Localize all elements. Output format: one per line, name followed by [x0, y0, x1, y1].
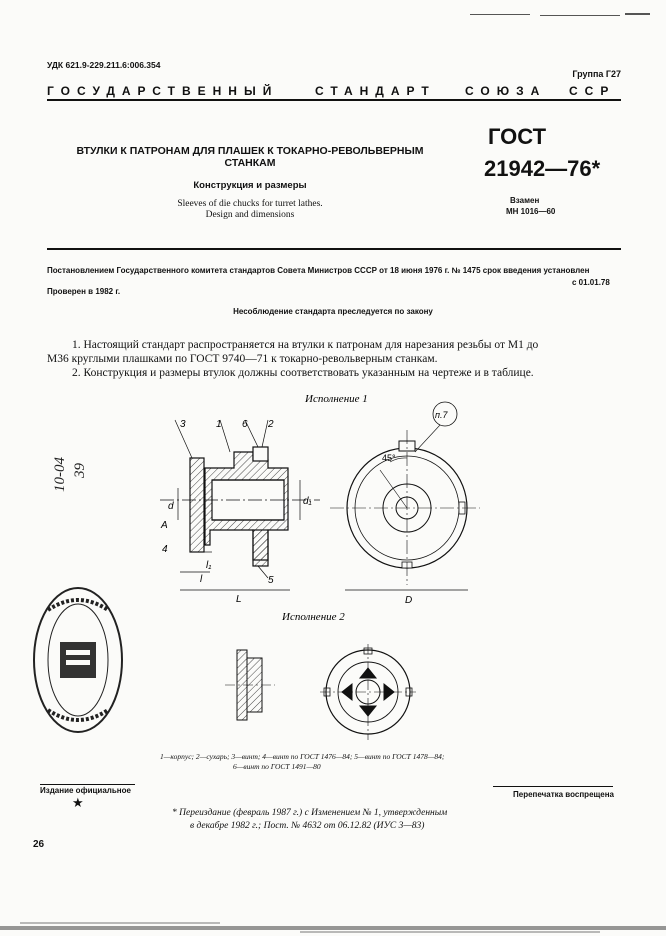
label-4: 4 [162, 544, 168, 555]
library-stamp [28, 580, 128, 740]
reissue-note-1: * Переиздание (февраль 1987 г.) с Изменением № 1, утвержденным [172, 808, 448, 818]
document-title [40, 145, 460, 169]
group-code: Группа Г27 [572, 69, 621, 79]
label-l1: l₁ [206, 560, 212, 571]
document-subtitle: Конструкция и размеры [193, 180, 307, 191]
label-2: 2 [268, 419, 274, 430]
variant-2-caption: Исполнение 2 [282, 611, 345, 623]
handwritten-number-1: 10-04 [52, 457, 68, 492]
label-D: D [405, 595, 413, 606]
english-title-2: Design and dimensions [205, 210, 295, 220]
footer-rule-left [40, 784, 135, 785]
label-1: 1 [216, 419, 222, 430]
law-notice: Несоблюдение стандарта преследуется по закону [233, 307, 433, 316]
section-view [160, 420, 320, 590]
effective-date: с 01.01.78 [572, 278, 610, 287]
title-line-1: ВТУЛКИ К ПАТРОНАМ ДЛЯ ПЛАШЕК К ТОКАРНО-РЕВОЛЬВЕРНЫМ [76, 145, 424, 157]
paragraph-2: 2. Конструкция и размеры втулок должны соответствовать указанным на чертеже и в таблице. [72, 367, 534, 379]
banner-word-3: СОЮЗА [465, 84, 547, 98]
replaces-label: Взамен [510, 196, 540, 205]
paragraph-1-line-2: М36 круглыми плашками по ГОСТ 9740—71 к токарно-револьверным станкам. [47, 353, 438, 365]
label-3: 3 [180, 419, 186, 430]
banner-word-1: ГОСУДАРСТВЕННЫЙ [47, 84, 279, 98]
label-angle: 45° [382, 453, 396, 463]
banner-word-2: СТАНДАРТ [315, 84, 436, 98]
handwritten-number-2: 39 [72, 463, 88, 478]
udc-code: УДК 621.9-229.211.6:006.354 [47, 60, 161, 70]
reprint-prohibited: Перепечатка воспрещена [513, 790, 614, 799]
checked-year: Проверен в 1982 г. [47, 287, 121, 296]
label-6: 6 [242, 419, 248, 430]
label-A: A [161, 520, 168, 531]
reissue-note-2: в декабре 1982 г.; Пост. № 4632 от 06.12.82 (ИУС 3—83) [190, 821, 425, 831]
gost-label: ГОСТ [488, 124, 547, 149]
section-rule [47, 248, 621, 250]
scan-noise-bottom [0, 920, 666, 936]
gost-number: 21942—76* [484, 156, 601, 181]
banner-word-4: ССР [569, 84, 616, 98]
label-l: l [200, 574, 203, 585]
front-view [330, 402, 480, 590]
label-5: 5 [268, 575, 274, 586]
variant-2-section [225, 650, 275, 720]
page-number: 26 [33, 839, 45, 850]
legend-line-1: 1—корпус; 2—сухарь; 3—винт; 4—винт по ГОСТ 1476—84; 5—винт по ГОСТ 1478—84; [160, 752, 445, 761]
title-line-2: СТАНКАМ [224, 157, 276, 169]
scan-noise-top [460, 10, 660, 20]
official-edition: Издание официальное [40, 786, 131, 795]
label-L: L [236, 594, 242, 605]
decree-text: Постановлением Государственного комитета стандартов Совета Министров СССР от 18 июня 1976 г. № 1475 срок введения установлен [47, 266, 590, 275]
variant-2-front [320, 644, 416, 740]
label-d1: d₁ [303, 496, 312, 507]
label-d: d [168, 501, 174, 512]
english-title-1: Sleeves of die chucks for turret lathes. [177, 199, 323, 209]
replaces-number: МН 1016—60 [506, 207, 556, 216]
paragraph-1-line-1: 1. Настоящий стандарт распространяется на втулки к патронам для нарезания резьбы от М1 до [72, 339, 539, 351]
variant-1-caption: Исполнение 1 [305, 393, 368, 405]
star-mark: ★ [72, 795, 84, 810]
footer-rule-right [493, 786, 613, 787]
label-note: п.7 [435, 410, 448, 420]
header-rule [47, 99, 621, 101]
legend-line-2: 6—винт по ГОСТ 1491—80 [233, 762, 321, 771]
